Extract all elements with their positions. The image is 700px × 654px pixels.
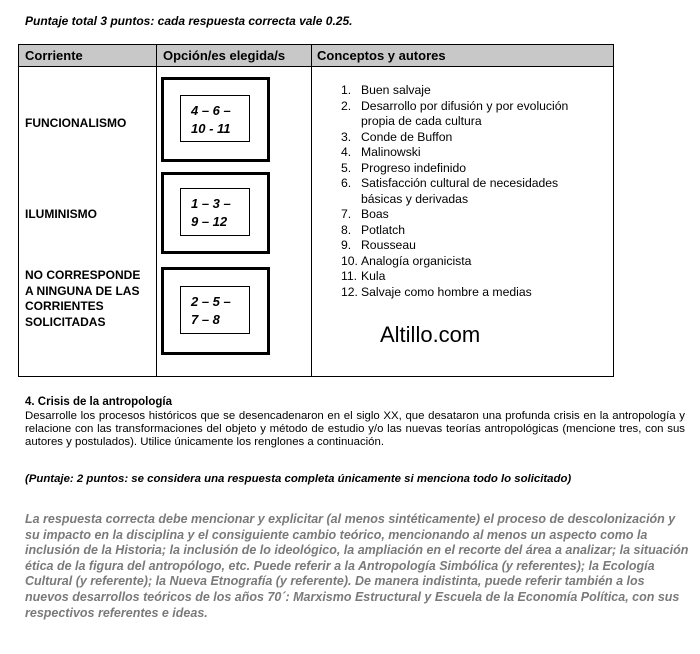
column-divider bbox=[156, 45, 157, 376]
list-item: 8. Potlatch bbox=[341, 222, 406, 237]
list-item: 10. Analogía organicista bbox=[341, 253, 472, 268]
answer-box-inner bbox=[180, 188, 250, 236]
answers-table bbox=[18, 44, 614, 377]
list-item: 2. Desarrollo por difusión y por evolución bbox=[341, 98, 569, 113]
list-item: propia de cada cultura bbox=[361, 114, 482, 128]
row-label-no-corresponde: NO CORRESPONDE A NINGUNA DE LAS CORRIENTES SOLICITADAS bbox=[25, 268, 141, 329]
answer-line: 2 – 5 – bbox=[191, 294, 231, 309]
concepts-list bbox=[341, 83, 568, 300]
question-body: Desarrolle los procesos históricos que se desencadenaron en el siglo XX, que desataron una profunda crisis en la antropología y relacione con las transformaciones del objeto y método de estudio y/o las nuevas teorías antropológicas (mencione tres, con sus autores y postulados). Utilice únicamente los renglones a continuación. bbox=[25, 410, 685, 448]
list-item: 6. Satisfacción cultural de necesidades bbox=[341, 176, 559, 190]
answer-line: 10 - 11 bbox=[191, 121, 231, 136]
list-item: 11. Kula bbox=[341, 269, 386, 283]
section-title: 4. Crisis de la antropología bbox=[25, 396, 172, 408]
header-opciones: Opción/es elegida/s bbox=[163, 48, 286, 63]
answer-line: 7 – 8 bbox=[191, 312, 220, 327]
answer-box-outer bbox=[161, 77, 270, 162]
list-item: 3. Conde de Buffon bbox=[341, 129, 453, 144]
column-divider bbox=[311, 45, 312, 376]
answer-line: 4 – 6 – bbox=[191, 103, 231, 118]
list-item: 9. Rousseau bbox=[341, 238, 416, 252]
answer-line: 1 – 3 – bbox=[191, 196, 231, 211]
row-label-iluminismo: ILUMINISMO bbox=[25, 207, 97, 221]
row-label-funcionalismo: FUNCIONALISMO bbox=[25, 116, 127, 130]
answer-box-outer bbox=[161, 267, 270, 355]
score-note: (Puntaje: 2 puntos: se considera una respuesta completa únicamente si menciona todo lo solicitado) bbox=[25, 473, 572, 485]
list-item: 12. Salvaje como hombre a medias bbox=[341, 284, 532, 299]
answer-box-inner bbox=[180, 286, 250, 334]
list-item: 1. Buen salvaje bbox=[341, 83, 431, 97]
score-instruction: Puntaje total 3 puntos: cada respuesta correcta vale 0.25. bbox=[25, 14, 353, 28]
answer-box-inner bbox=[180, 95, 250, 142]
answer-line: 9 – 12 bbox=[191, 214, 228, 229]
list-item: básicas y derivadas bbox=[361, 191, 469, 206]
answer-box-outer bbox=[161, 172, 270, 254]
list-item: 5. Progreso indefinido bbox=[341, 160, 467, 175]
watermark-text: Altillo.com bbox=[380, 322, 481, 347]
table-header-row bbox=[19, 45, 613, 67]
list-item: 7. Boas bbox=[341, 207, 389, 221]
header-conceptos: Conceptos y autores bbox=[317, 48, 446, 63]
model-answer: La respuesta correcta debe mencionar y explicitar (al menos sintéticamente) el proceso de descolonización y su impacto en la disciplina y el consiguiente cambio teórico, mencionando al menos un aspecto como la inclusión de la Historia; la inclusión de lo ideológico, la ampliación en el recorte del área a analizar; la situación ética de la figura del antropólogo, etc. Puede referir a la Antropología Simbólica (y referentes); la Ecología Cultural (y referente); la Nueva Etnografía (y referente). De manera indistinta, puede referir también a los nuevos desarrollos teóricos de los años 70´: Marxismo Estructural y Escuela de la Economía Política, con sus respectivos referentes e ideas. bbox=[25, 512, 689, 620]
header-corriente: Corriente bbox=[25, 48, 83, 63]
list-item: 4. Malinowski bbox=[341, 145, 421, 159]
